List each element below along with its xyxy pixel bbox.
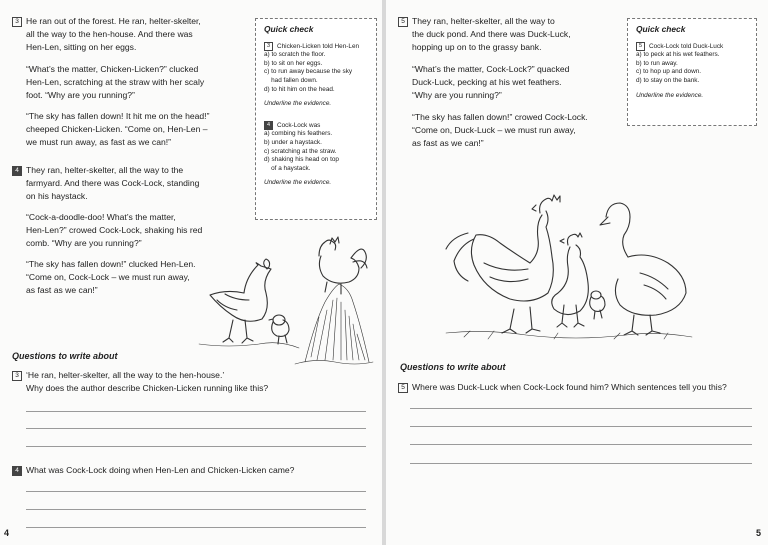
answer-option[interactable]: c) scratching at the straw.: [264, 147, 337, 155]
story-paragraph: “What’s the matter, Chicken-Licken?” clucked Hen-Len, scratching at the straw with her scaly foot. “Why are you running?”: [26, 64, 205, 101]
instruction-text: Underline the evidence.: [636, 91, 704, 99]
answer-line[interactable]: [26, 491, 366, 492]
page-number: 4: [4, 528, 10, 538]
answer-line[interactable]: [26, 509, 366, 510]
question-number: 3: [264, 42, 273, 51]
answer-option[interactable]: c) to run away because the sky: [264, 68, 353, 76]
right-page: [386, 0, 768, 545]
answer-option[interactable]: d) to hit him on the head.: [264, 85, 335, 93]
written-question: 3 ‘He ran, helter-skelter, all the way to the hen-house.’ Why does the author describe Chicken-Licken running like this?: [12, 369, 268, 394]
page-number: 5: [756, 528, 762, 538]
answer-line[interactable]: [410, 444, 752, 445]
answer-line[interactable]: [410, 463, 752, 464]
question-number: 4: [264, 121, 273, 130]
answer-line[interactable]: [26, 446, 366, 447]
story-paragraph: “The sky has fallen down!” crowed Cock-Lock. “Come on, Duck-Luck – we must run away, as fast as we can!”: [412, 112, 588, 149]
answer-line[interactable]: [26, 527, 366, 528]
answer-option[interactable]: c) to hop up and down.: [636, 68, 702, 76]
paragraph-number: 5: [398, 17, 408, 27]
story-paragraph: “What’s the matter, Cock-Lock?” quacked Duck-Luck, pecking at his wet feathers. “Why are you running?”: [412, 64, 570, 101]
story-paragraph: 4 They ran, helter-skelter, all the way to the farmyard. And there was Cock-Lock, standing on his haystack.: [12, 164, 199, 204]
answer-option[interactable]: d) shaking his head on top: [264, 156, 339, 164]
answer-option[interactable]: b) under a haystack.: [264, 138, 322, 146]
story-paragraph: “Cock-a-doodle-doo! What’s the matter, Hen-Len?” crowed Cock-Lock, shaking his red comb. “Why are you running?”: [26, 212, 203, 249]
answer-option[interactable]: a) to peck at his wet feathers.: [636, 51, 720, 59]
written-question: 5 Where was Duck-Luck when Cock-Lock found him? Which sentences tell you this?: [398, 381, 727, 394]
quick-check-title: Quick check: [636, 24, 686, 34]
story-paragraph: “The sky has fallen down!” clucked Hen-Len. “Come on, Cock-Lock – we must run away, as fast as we can!”: [26, 259, 196, 296]
answer-option[interactable]: b) to sit on her eggs.: [264, 59, 323, 67]
answer-line[interactable]: [26, 411, 366, 412]
question-number: 3: [12, 371, 22, 381]
answer-option[interactable]: a) combing his feathers.: [264, 130, 333, 138]
answer-line[interactable]: [26, 428, 366, 429]
answer-line[interactable]: [410, 426, 752, 427]
hen-and-cockerel-illustration: [195, 232, 375, 367]
questions-heading: Questions to write about: [12, 351, 118, 361]
farm-birds-illustration: [444, 193, 694, 343]
story-paragraph: “The sky has fallen down! It hit me on the head!” cheeped Chicken-Licken. “Come on, Hen-Len – we must run away, as fast as we can!”: [26, 111, 210, 148]
questions-heading: Questions to write about: [400, 362, 506, 372]
instruction-text: Underline the evidence.: [264, 179, 332, 187]
quick-check-title: Quick check: [264, 24, 314, 34]
left-page: [0, 0, 383, 545]
answer-option[interactable]: d) to stay on the bank.: [636, 76, 700, 84]
answer-option[interactable]: had fallen down.: [264, 76, 318, 84]
story-paragraph: 5 They ran, helter-skelter, all the way to the duck pond. And there was Duck-Luck, hopping up on to the grassy bank.: [398, 15, 571, 55]
question-number: 5: [636, 42, 645, 51]
instruction-text: Underline the evidence.: [264, 100, 332, 108]
paragraph-number: 3: [12, 17, 22, 27]
story-paragraph: 3 He ran out of the forest. He ran, helter-skelter, all the way to the hen-house. And there was Hen-Len, sitting on her eggs.: [12, 15, 201, 55]
written-question: 4 What was Cock-Lock doing when Hen-Len and Chicken-Licken came?: [12, 464, 294, 477]
question-number: 4: [12, 466, 22, 476]
answer-option[interactable]: b) to run away.: [636, 59, 678, 67]
quick-check-box: Quick check 5 Cock-Lock told Duck-Luck a) to peck at his wet feathers. b) to run away. c) to hop up and down. d) to stay on the bank. Underline the evidence.: [627, 18, 757, 126]
answer-option[interactable]: a) to scratch the floor.: [264, 51, 326, 59]
question-number: 5: [398, 383, 408, 393]
answer-line[interactable]: [410, 408, 752, 409]
answer-option[interactable]: of a haystack.: [264, 164, 311, 172]
quick-check-box: Quick check 3 Chicken-Licken told Hen-Len a) to scratch the floor. b) to sit on her eggs. c) to run away because the sky had fallen down. d) to hit him on the head. Underline the evidence. 4 Cock-Lock was a) combing his feathers. b) under a haystack. c) scratching at the straw. d) shaking his head on top of a haystack. Underline the evidence.: [255, 18, 377, 220]
paragraph-number: 4: [12, 166, 22, 176]
